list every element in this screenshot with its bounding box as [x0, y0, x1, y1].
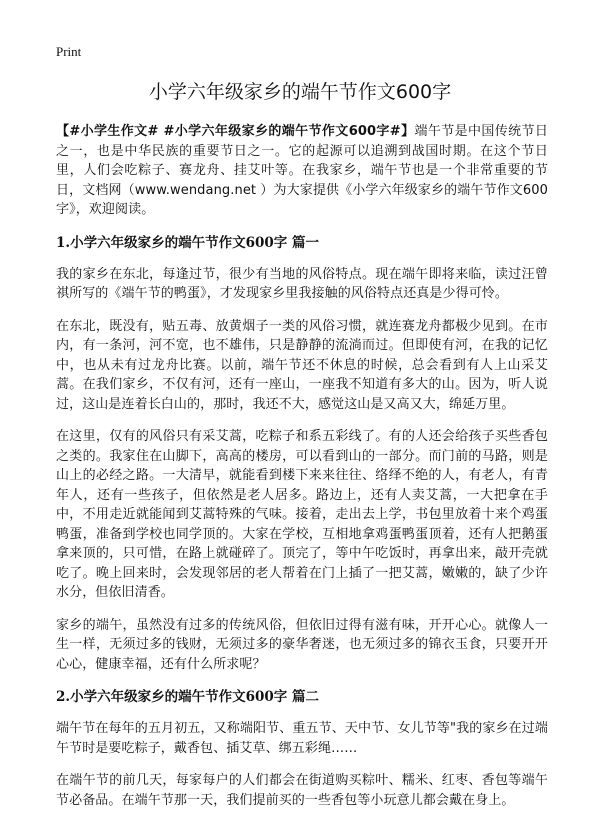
section-heading-2: 2.小学六年级家乡的端午节作文600字 篇二 — [56, 689, 319, 705]
intro-paragraph — [56, 122, 548, 220]
intro-text: 端午节是中国传统节日之一，也是中华民族的重要节日之一。它的起源可以追溯到战国时期。在这个节日里，人们会吃粽子、赛龙舟、挂艾叶等。在我家乡，端午节也是一个非常重要的节日，文档网（www.wendang.net ）为大家提供《小学六年级家乡的端午节作文600字》，欢迎阅读。 — [56, 124, 548, 217]
section-2-paragraph-1: 端午节在每年的五月初五，又称端阳节、重五节、天中节、女儿节等"我的家乡在过端午节时是要吃粽子，戴香包、插艾草、绑五彩绳…… — [56, 721, 548, 756]
section-1-paragraph-4: 家乡的端午，虽然没有过多的传统风俗，但依旧过得有滋有味，开开心心。就像人一生一样，无须过多的钱财，无须过多的豪华奢迷，也无须过多的锦衣玉食，只要开开心心，健康幸福，还有什么所求呢？ — [56, 617, 548, 672]
section-1-paragraph-1: 我的家乡在东北，每逢过节，很少有当地的风俗特点。现在端午即将来临，读过汪曾祺所写的《端午节的鸭蛋》，才发现家乡里我接触的风俗特点还真是少得可怜。 — [56, 266, 548, 301]
section-1-paragraph-3: 在这里，仅有的风俗只有采艾蒿，吃粽子和系五彩线了。有的人还会给孩子买些香包之类的。我家住在山脚下，高高的楼房，可以看到山的一部分。而门前的马路，则是山上的必经之路。一大清早，就能看到楼下来来往往、络绎不绝的人，有老人，有青年人，还有一些孩子，但依然是老人居多。路边上，还有人卖艾蒿，一大把拿在手中，不用走近就能闻到艾蒿特殊的气味。接着，走出去上学，书包里放着十来个鸡蛋鸭蛋，准备到学校也同学顶的。大家在学校，互相地拿鸡蛋鸭蛋顶着，还有人把鹅蛋拿来顶的，只可惜，在路上就碰碎了。顶完了，等中午吃饭时，再拿出来，敲开壳就吃了。晚上回来时，会发现邻居的老人帮着在门上插了一把艾蒿，嫩嫩的，缺了少许水分，但依旧清香。 — [56, 429, 548, 600]
print-link[interactable]: Print — [56, 44, 82, 59]
section-heading-1: 1.小学六年级家乡的端午节作文600字 篇一 — [56, 234, 319, 251]
intro-tags: 【#小学生作文# #小学六年级家乡的端午节作文600字#】 — [56, 124, 415, 139]
article-title: 小学六年级家乡的端午节作文600字 — [148, 81, 452, 103]
section-2-paragraph-2: 在端午节的前几天，每家每户的人们都会在街道购买粽叶、糯米、红枣、香包等端午节必备品。在端午节那一天，我们提前买的一些香包等小玩意儿都会戴在身上。 — [56, 773, 548, 808]
article-body — [56, 122, 548, 823]
section-1-paragraph-2: 在东北，既没有，贴五毒、放黄烟子一类的风俗习惯，就连赛龙舟都极少见到。在市内，有一条河，河不宽，也不雄伟，只是静静的流淌而过。但即使有河，在我的记忆中，也从未有过龙舟比赛。以前，端午节还不休息的时候，总会看到有人上山采艾蒿。在我们家乡，不仅有河，还有一座山，一座我不知道有多大的山。因为，听人说过，这山是连着长白山的，那时，我还不大，感觉这山是又高又大，绵延万里。 — [56, 318, 548, 412]
